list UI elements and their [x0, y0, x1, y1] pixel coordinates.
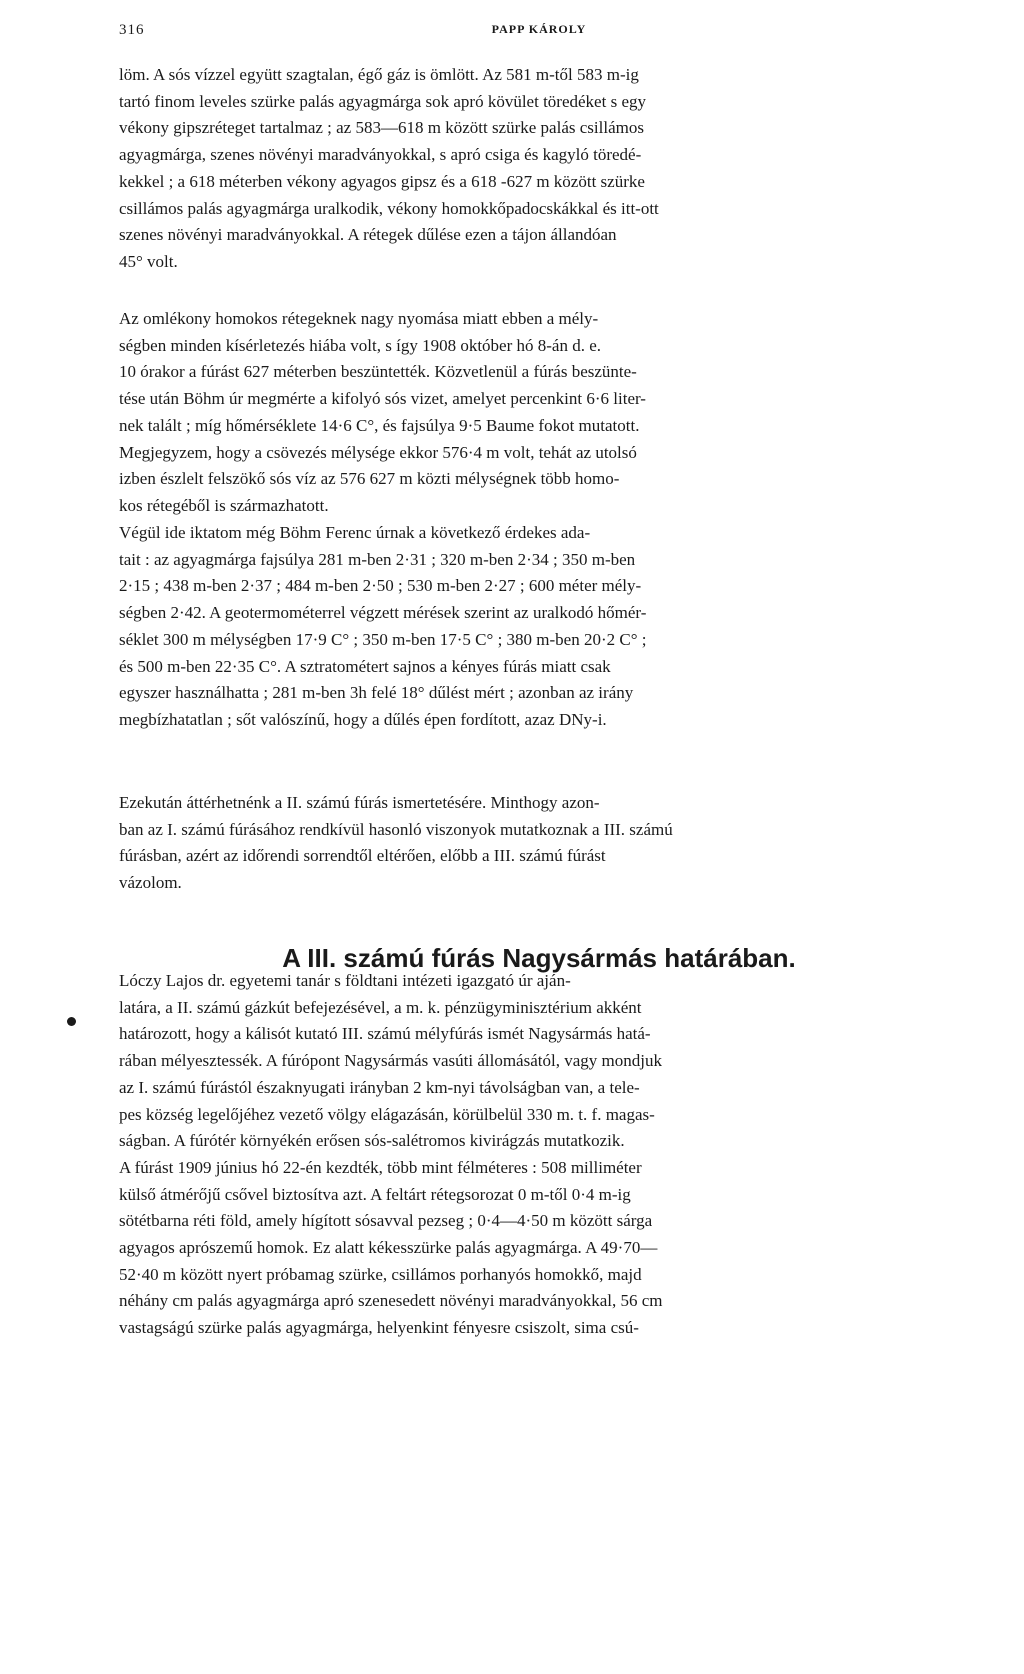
running-head — [119, 22, 959, 46]
paragraph-4: Ezekután áttérhetnénk a II. számú fúrás ismertetésére. Minthogy azon- ban az I. számú fúrásához rendkívül hasonló viszonyok mutatkoznak a III. számú fúrásban, azért az időrendi sorrendtől eltérően, előbb a III. számú fúrást vázolom. — [119, 793, 673, 893]
paragraph-1: löm. A sós vízzel együtt szagtalan, égő gáz is ömlött. Az 581 m-től 583 m-ig tartó finom leveles szürke palás agyagmárga sok apró kövület töredéket s egy vékony gipszréteget tartalmaz ; az 583—618 m között szürke palás csillámos agyagmárga, szenes növényi maradványokkal, s apró csiga és kagyló töredé- kekkel ; a 618 méterben vékony agyagos gipsz és a 618 -627 m között szürke csillámos palás agyagmárga uralkodik, vékony homokkőpadocskákkal és itt-ott szenes növényi maradványokkal. A rétegek dűlése ezen a tájon állandóan 45° volt. — [119, 65, 659, 271]
running-title: PAPP KÁROLY — [491, 22, 587, 36]
margin-mark — [67, 1017, 76, 1026]
page-number: 316 — [119, 22, 145, 38]
paragraph-5: Lóczy Lajos dr. egyetemi tanár s földtani intézeti igazgató úr aján- latára, a II. számú gázkút befejezésével, a m. k. pénzügyminisztérium akként határozott, hogy a kálisót kutató III. számú mélyfúrás ismét Nagysármás hatá- rában mélyesztessék. A fúrópont Nagysármás vasúti állomásától, vagy mondjuk az I. számú fúrástól északnyugati irányban 2 km-nyi távolságban van, a tele- pes község legelőjéhez vezető völgy elágazásán, körülbelül 330 m. t. f. magas- ságban. A fúrótér környékén erősen sós-salétromos kivirágzás mutatkozik. A fúrást 1909 június hó 22-én kezdték, több mint félméteres : 508 milliméter külső átmérőjű csővel biztosítva azt. A feltárt rétegsorozat 0 m-től 0·4 m-ig sötétbarna réti föld, amely hígított sósavval pezseg ; 0·4—4·50 m között sárga agyagos aprószemű homok. Ez alatt kékesszürke palás agyagmárga. A 49·70— 52·40 m között nyert próbamag szürke, csillámos porhanyós homokkő, majd néhány cm palás agyagmárga apró szenesedett növényi maradványokkal, 56 cm vastagságú szürke palás agyagmárga, helyenkint fényesre csiszolt, sima csú- — [119, 971, 663, 1338]
paragraph-2: Az omlékony homokos rétegeknek nagy nyomása miatt ebben a mély- ségben minden kísérletezés hiába volt, s így 1908 október hó 8-án d. e. 10 órakor a fúrást 627 méterben beszüntették. Közvetlenül a fúrás beszünte- tése után Böhm úr megmérte a kifolyó sós vizet, amelyet percenkint 6·6 liter- nek talált ; míg hőmérséklete 14·6 C°, és fajsúlya 9·5 Baume fokot mutatott. Megjegyzem, hogy a csövezés mélysége ekkor 576·4 m volt, tehát az utolsó izben észlelt felszökő sós víz az 576 627 m közti mélységnek több homo- kos rétegéből is származhatott. — [119, 309, 646, 515]
section-heading: A III. számú fúrás Nagysármás határában. — [282, 942, 796, 973]
paragraph-3: Végül ide iktatom még Böhm Ferenc úrnak a következő érdekes ada- tait : az agyagmárga fajsúlya 281 m-ben 2·31 ; 320 m-ben 2·34 ; 350 m-ben 2·15 ; 438 m-ben 2·37 ; 484 m-ben 2·50 ; 530 m-ben 2·27 ; 600 méter mély- ségben 2·42. A geotermométerrel végzett mérések szerint az uralkodó hőmér- séklet 300 m mélységben 17·9 C° ; 350 m-ben 17·5 C° ; 380 m-ben 20·2 C° ; és 500 m-ben 22·35 C°. A sztratométert sajnos a kényes fúrás miatt csak egyszer használhatta ; 281 m-ben 3h felé 18° dűlést mért ; azonban az irány megbízhatatlan ; sőt valószínű, hogy a dűlés épen fordított, azaz DNy-i. — [119, 523, 647, 729]
